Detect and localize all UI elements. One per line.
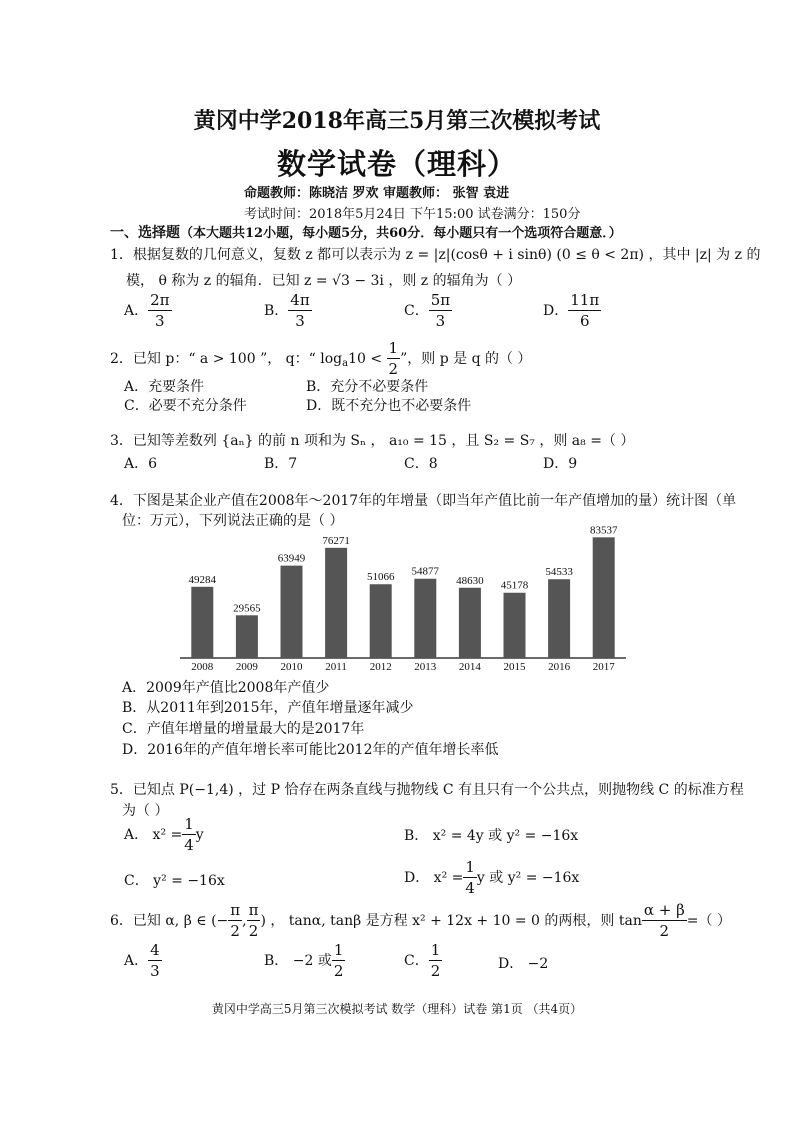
- q6-text: 6．已知 α, β ∈ (− $\frac{\pi}{2}$ , $\frac{\pi}{2}$ ) ， tanα, tanβ 是方程 x² + 12x + 10 = 0 的两根，则 tan $\frac{\alpha + \beta}{2}$ =（ ）: [110, 901, 731, 940]
- data-label-2010: 63949: [277, 552, 306, 565]
- q1-option-c: C． $\frac{5\pi}{3}$: [404, 291, 451, 330]
- q6-option-a: A． $\frac{4}{3}$: [124, 941, 160, 980]
- page-footer: 黄冈中学高三5月第三次模拟考试 数学（理科）试卷 第1页 （共4页）: [211, 1002, 583, 1016]
- bar-2017: [593, 537, 615, 658]
- q5-line1: 5．已知点 P(−1,4) ，过 P 恰存在两条直线与抛物线 C 有且只有一个公共点，则抛物线 C 的标准方程: [110, 782, 744, 798]
- section-note: （本大题共12小题，每小题5分，共60分．每小题只有一个选项符合题意．）: [180, 226, 622, 241]
- q3-text: 3．已知等差数列 {aₙ} 的前 n 项和为 Sₙ ， a₁₀ = 15 ，且 S₂ = S₇ ，则 a₈ =（ ）: [110, 433, 635, 449]
- q6-option-c: C． $\frac{1}{2}$: [404, 941, 441, 980]
- bar-2008: [191, 587, 213, 658]
- tick-label-2016: 2016: [548, 661, 571, 673]
- section-heading: [110, 222, 622, 242]
- q5-option-a: A． x² = $\frac{1}{4}$ y: [124, 815, 204, 854]
- q3-option-b: B．7: [264, 456, 298, 472]
- q5-option-c: C． y² = −16x: [124, 873, 225, 889]
- tick-label-2015: 2015: [503, 661, 526, 673]
- q1-option-d: D． $\frac{11\pi}{6}$: [543, 291, 600, 330]
- bar-2016: [548, 579, 570, 658]
- bar-2013: [414, 579, 436, 658]
- data-label-2014: 48630: [456, 574, 484, 587]
- tick-label-2014: 2014: [458, 661, 481, 673]
- q2-option-b: B．充分不必要条件: [306, 379, 429, 395]
- tick-label-2013: 2013: [414, 661, 437, 673]
- q4-option-c: C．产值年增量的增量最大的是2017年: [122, 721, 365, 737]
- tick-label-2009: 2009: [235, 661, 258, 673]
- q2-text: 2．已知 p：“ a > 100 ”， q：“ $\log_a10$ < $\frac{1}{2}$ ”，则 p 是 q 的（ ）: [110, 339, 532, 378]
- tick-label-2011: 2011: [325, 661, 347, 673]
- q1-line2: 模， θ 称为 z 的辐角．已知 z = √3 − 3i ，则 z 的辐角为（ ）: [126, 273, 522, 289]
- bar-2010: [281, 566, 303, 658]
- q3-option-d: D．9: [543, 456, 578, 472]
- q5-option-d: D． x² = $\frac{1}{4}$ y 或 y² = −16x: [404, 858, 580, 897]
- teachers-line: 命题教师：陈晓洁 罗欢 审题教师： 张智 袁进: [244, 186, 510, 201]
- data-label-2015: 45178: [500, 579, 529, 592]
- q4-line1: 4．下图是某企业产值在2008年～2017年的年增量（即当年产值比前一年产值增加的量）统计图（单: [110, 493, 737, 509]
- exam-title: 黄冈中学2018年高三5月第三次模拟考试: [193, 108, 601, 134]
- tick-label-2010: 2010: [280, 661, 303, 673]
- q4-line2: 位：万元），下列说法正确的是（ ）: [122, 513, 344, 529]
- data-label-2017: 83537: [589, 524, 618, 537]
- q2-option-c: C．必要不充分条件: [124, 398, 247, 414]
- tick-label-2008: 2008: [191, 661, 214, 673]
- q5-line2: 为（ ）: [122, 803, 169, 819]
- tick-label-2017: 2017: [592, 661, 615, 673]
- q5-option-b: B． x² = 4y 或 y² = −16x: [404, 828, 579, 844]
- data-label-2008: 49284: [188, 573, 217, 586]
- q1-option-b: B． $\frac{4\pi}{3}$: [264, 291, 310, 330]
- q1-option-a: A． $\frac{2\pi}{3}$: [124, 291, 170, 330]
- q4-option-a: A．2009年产值比2008年产值少: [122, 680, 330, 696]
- data-label-2013: 54877: [411, 565, 440, 578]
- bar-2014: [459, 588, 481, 658]
- q2-option-d: D．既不充分也不必要条件: [306, 398, 472, 414]
- q2-option-a: A．充要条件: [124, 379, 205, 395]
- bar-2015: [504, 593, 526, 658]
- bar-chart: [170, 520, 630, 676]
- q1-line1: 1．根据复数的几何意义，复数 z 都可以表示为 z = |z|(cosθ + i sinθ) (0 ≤ θ < 2π) ，其中 |z| 为 z 的: [110, 247, 761, 263]
- exam-info: 考试时间：2018年5月24日 下午15:00 试卷满分：150分: [244, 207, 581, 222]
- data-label-2012: 51066: [366, 571, 395, 584]
- q3-option-c: C．8: [404, 456, 438, 472]
- bar-2009: [236, 615, 258, 658]
- section-label: 一、选择题: [110, 225, 180, 241]
- exam-subtitle: 数学试卷（理科）: [276, 147, 517, 181]
- q6-option-b: B． −2 或 $\frac{1}{2}$: [264, 941, 344, 980]
- data-label-2009: 29565: [233, 602, 261, 615]
- bar-2012: [370, 584, 392, 658]
- tick-label-2012: 2012: [369, 661, 392, 673]
- bar-2011: [325, 548, 347, 658]
- data-label-2016: 54533: [545, 566, 573, 579]
- q3-option-a: A．6: [124, 456, 158, 472]
- q6-option-d: D． −2: [498, 956, 549, 972]
- q4-option-d: D．2016年的产值年增长率可能比2012年的产值年增长率低: [122, 742, 499, 758]
- data-label-2011: 76271: [322, 534, 350, 547]
- q4-option-b: B．从2011年到2015年，产值年增量逐年减少: [122, 700, 414, 716]
